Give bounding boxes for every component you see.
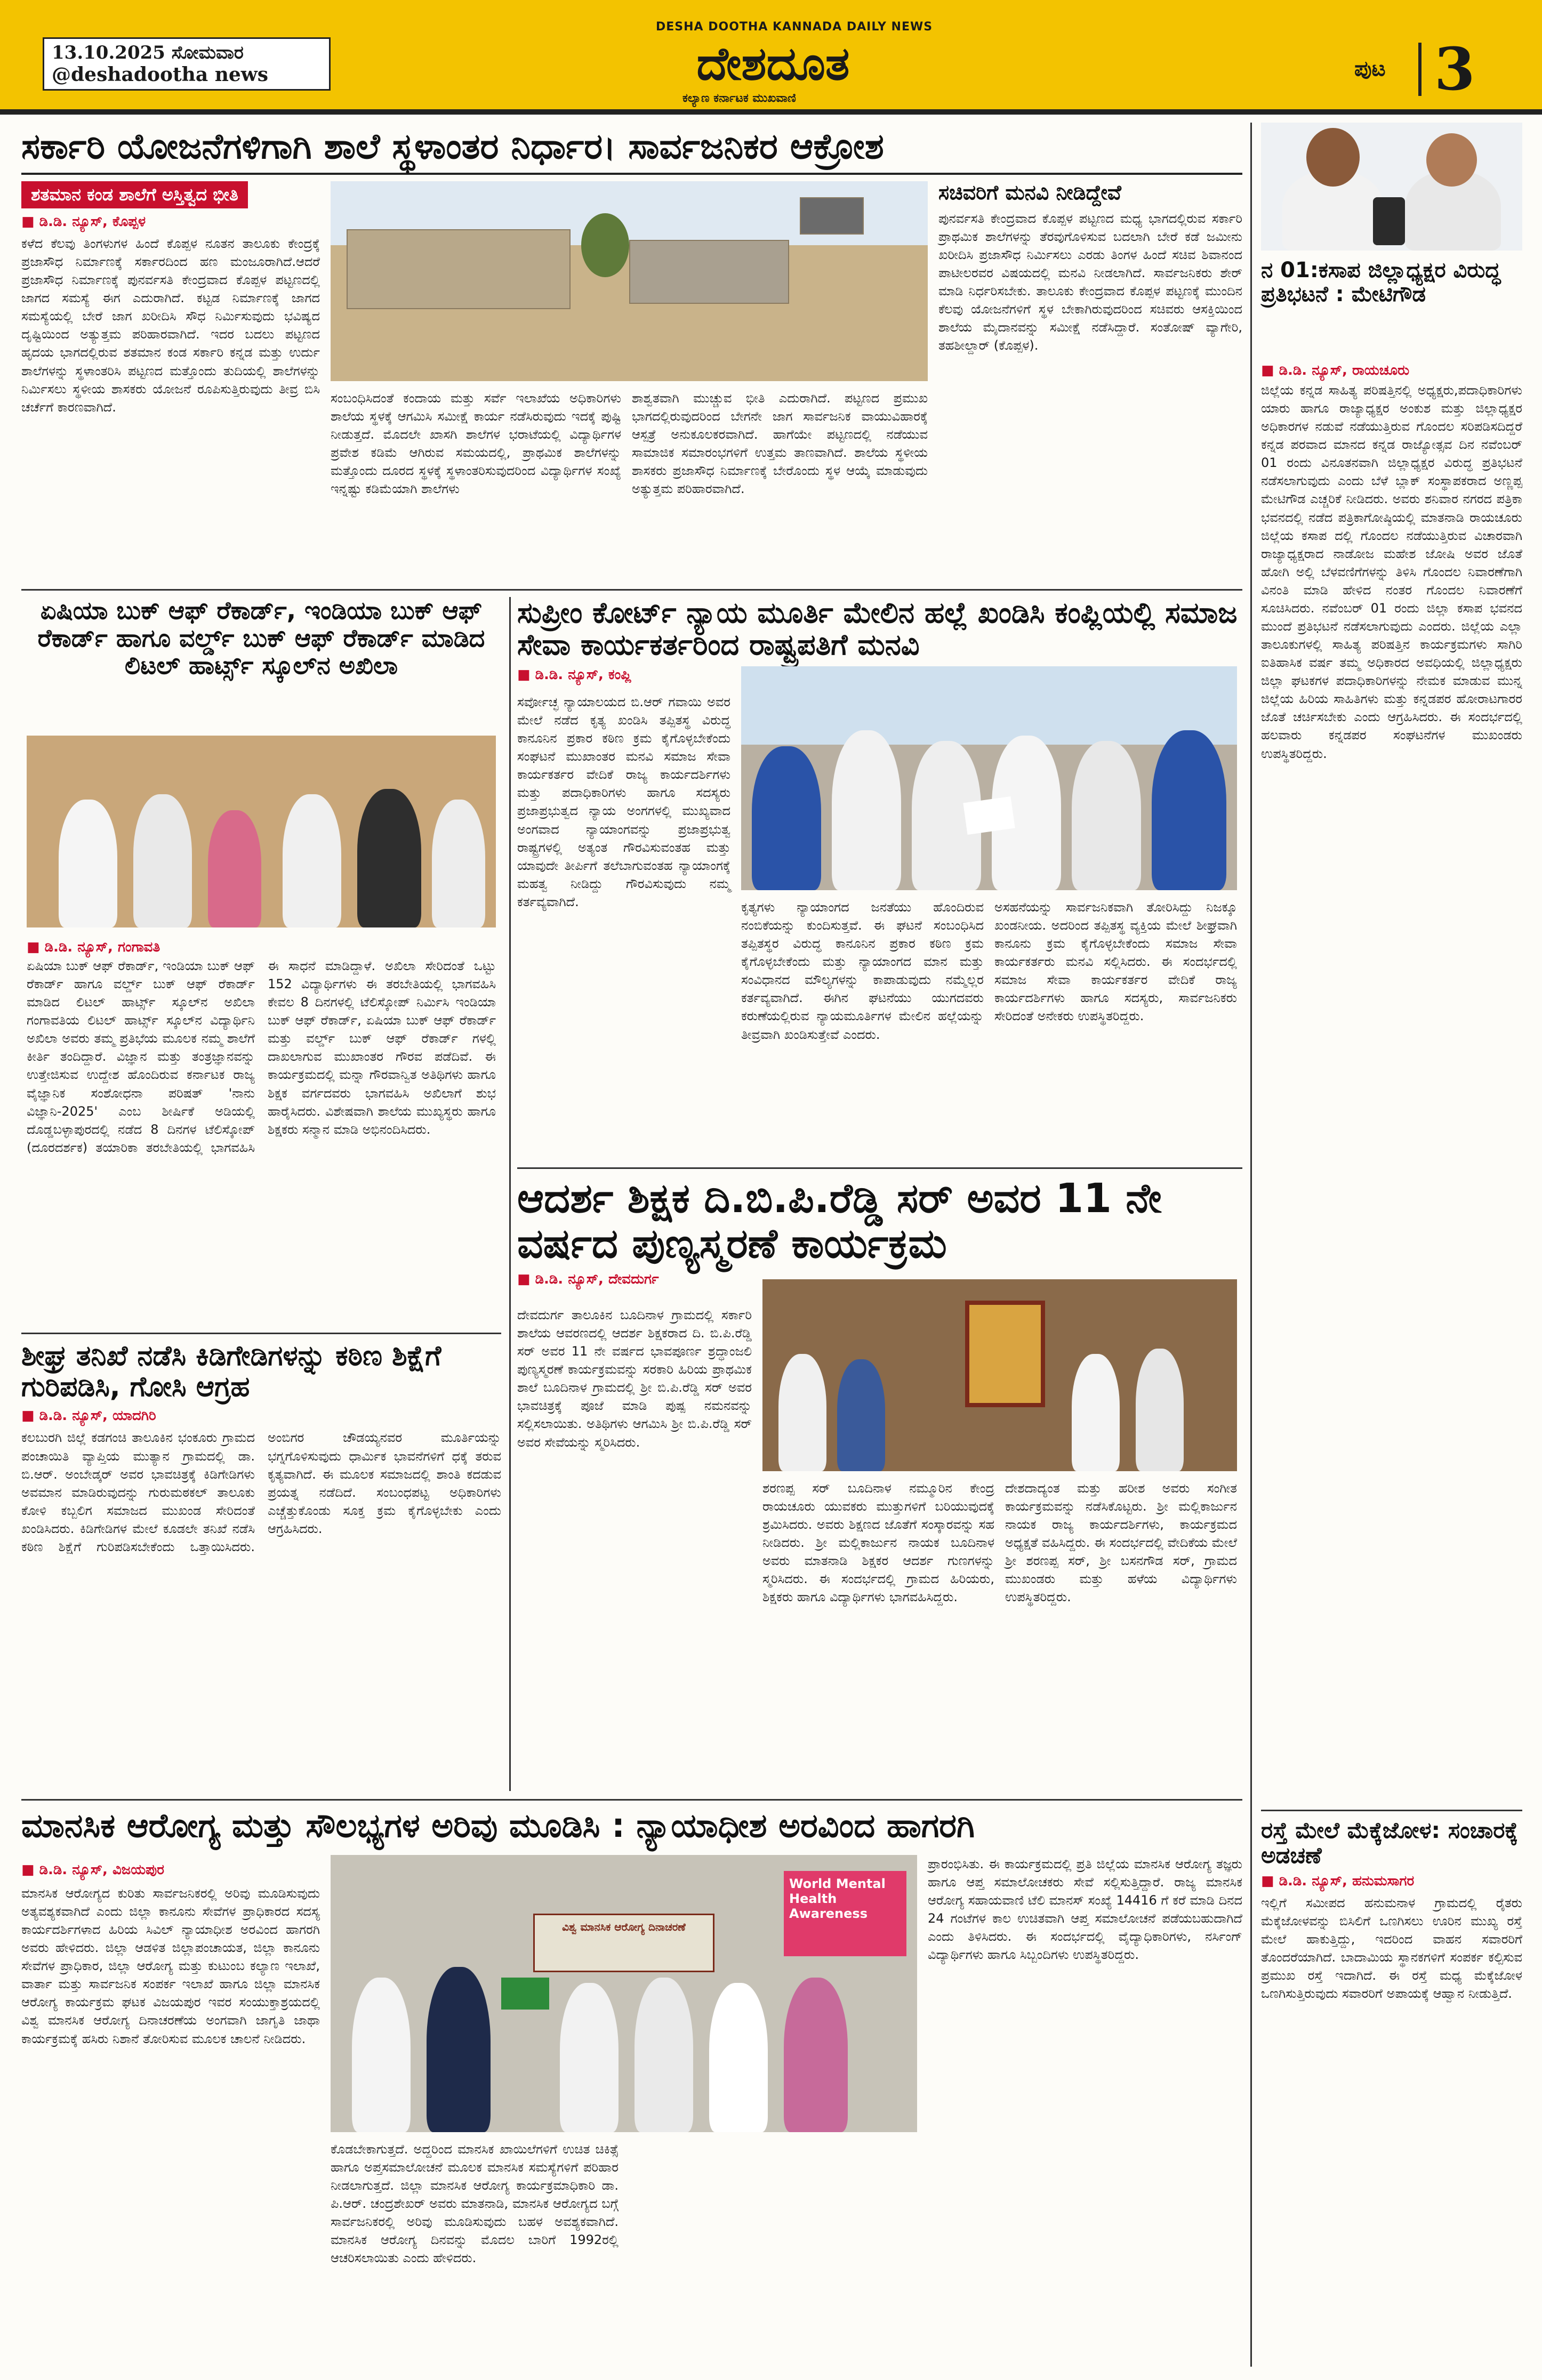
shighra-story (21, 1341, 501, 1791)
page-number-box (1354, 37, 1514, 101)
person (59, 800, 117, 927)
person (1136, 1349, 1184, 1471)
lead-body-4: ಪುನರ್ವಸತಿ ಕೇಂದ್ರವಾದ ಕೊಪ್ಪಳ ಪಟ್ಟಣದ ಮಧ್ಯ ಭಾಗದಲ್ಲಿರುವ ಸರ್ಕಾರಿ ಪ್ರಾಥಮಿಕ ಶಾಲೆಗಳನ್ನು ತೆರವುಗೊಳಿಸುವ ಬದಲಾಗಿ ಬೇರೆ ಕಡೆ ಜಮೀನು ಖರೀದಿಸಿ ಪ್ರಜಾಸೌಧ ನಿರ್ಮಿಸಲು ಎರಡು ತಿಂಗಳ ಹಿಂದೆ ಸಚಿವ ಶಿವಾನಂದ ಪಾಟೀಲರವರ ವಿಷಯದಲ್ಲಿ ಮನವಿ ನೀಡಲಾಗಿದೆ. ಸಾರ್ವಜನಿಕರು ಶೇರ್ ಮಾಡಿ ನಿರ್ಧರಿಸಬೇಕು. ತಾಲೂಕು ಕೇಂದ್ರವಾದ ಕೊಪ್ಪಳ ಪಟ್ಟಣಕ್ಕೆ ಮುಂದಿನ ಕೆಲವು ಯೋಜನೆಗಳಿಗೆ ಸ್ಥಳ ಬೇಕಾಗಿರುವುದರಿಂದ ಸಚಿವರು ಆಸಕ್ತಿಯಿಂದ ಶಾಲೆಯ ಮೈದಾನವನ್ನು ಸಮೀಕ್ಷೆ ನಡೆಸಿದ್ದಾರೆ. ಸಂತೋಷ್ ವ್ಯಾಗೇರಿ, ತಹಶೀಲ್ದಾರ್ (ಕೊಪ್ಪಳ). (938, 211, 1242, 353)
person (709, 1983, 768, 2132)
akhila-story (21, 597, 501, 1327)
section-divider (21, 589, 1242, 591)
column-divider (509, 597, 511, 1791)
supreme-body-3: ಅಸಹನೆಯನ್ನು ಸಾರ್ವಜನಿಕವಾಗಿ ತೋರಿಸಿದ್ದು ನಿಜಕ್ಕೂ ಖಂಡನೀಯ. ಅದರಿಂದ ತಪ್ಪಿತಸ್ಥ ವ್ಯಕ್ತಿಯ ಮೇಲೆ ಶೀಘ್ರವಾಗಿ ಕಾನೂನು ಕ್ರಮ ಕೈಗೊಳ್ಳಬೇಕೆಂದು ಸಮಾಜ ಸೇವಾ ಕಾರ್ಯಕರ್ತರು ಮನವಿ ಸಲ್ಲಿಸಿದರು. ಈ ಸಂದರ್ಭದಲ್ಲಿ ಸಮಾಜ ಸೇವಾ ಕಾರ್ಯಕರ್ತರ ವೇದಿಕೆ ರಾಜ್ಯ ಕಾರ್ಯದರ್ಶಿಗಳು ಹಾಗೂ ಸದಸ್ಯರು, ಸಾರ್ವಜನಿಕರು ಸೇರಿದಂತೆ ಅನೇಕರು ಉಪಸ್ಥಿತರಿದ್ದರು. (994, 900, 1237, 1024)
press-meet-photo (1261, 123, 1522, 251)
mental-health-body-1 (21, 1855, 320, 2048)
person (432, 800, 485, 927)
adarsha-headline: ಆದರ್ಶ ಶಿಕ್ಷಕ ದಿ.ಬಿ.ಪಿ.ರೆಡ್ಡಿ ಸರ್ ಅವರ 11 ನೇ ವರ್ಷದ ಪುಣ್ಯಸ್ಮರಣೆ ಕಾರ್ಯಕ್ರಮ (517, 1174, 1162, 1268)
felicitation-photo (27, 736, 496, 927)
right-bottom-body: ಇಲ್ಲಿಗೆ ಸಮೀಪದ ಹನುಮನಾಳ ಗ್ರಾಮದಲ್ಲಿ ರೈತರು ಮೆಕ್ಕೆಜೋಳವನ್ನು ಬಿಸಿಲಿಗೆ ಒಣಗಿಸಲು ಊರಿನ ಮುಖ್ಯ ರಸ್ತೆ ಮೇಲೆ ಹಾಕುತ್ತಿದ್ದು, ಇದರಿಂದ ವಾಹನ ಸವಾರರಿಗೆ ತೊಂದರೆಯಾಗಿದೆ. ಬಾದಾಮಿಯ ಸ್ಥಾನಕಗಳಿಗೆ ಸಂಪರ್ಕ ಕಲ್ಪಿಸುವ ಪ್ರಮುಖ ರಸ್ತೆ ಇದಾಗಿದೆ. ಈ ರಸ್ತೆ ಮಧ್ಯ ಮೆಕ್ಕೆಜೋಳ ಒಣಗಿಸುತ್ತಿರುವುದು ಸವಾರರಿಗೆ ಅಪಾಯಕ್ಕೆ ಆಹ್ವಾನ ನೀಡುತ್ತಿದೆ. (1261, 1895, 1522, 2002)
shighra-headline: ಶೀಘ್ರ ತನಿಖೆ ನಡೆಸಿ ಕಿಡಿಗೇಡಿಗಳನ್ನು ಕಠಿಣ ಶಿಕ್ಷೆಗೆ ಗುರಿಪಡಿಸಿ, ಗೋಸಿ ಆಗ್ರಹ (21, 1340, 441, 1403)
lead-body-1: ಕಳೆದ ಕೆಲವು ತಿಂಗಳುಗಳ ಹಿಂದೆ ಕೊಪ್ಪಳ ನೂತನ ತಾಲೂಕು ಕೇಂದ್ರಕ್ಕೆ ಪ್ರಜಾಸೌಧ ನಿರ್ಮಾಣಕ್ಕೆ ಸರ್ಕಾರದಿಂದ ಹಣ ಮಂಜೂರಾಗಿದೆ.ಆದರೆ ಪ್ರಜಾಸೌಧ ನಿರ್ಮಾಣಕ್ಕೆ ಪುನರ್ವಸತಿ ಕೇಂದ್ರವಾದ ಕೊಪ್ಪಳ ಪಟ್ಟಣದಲ್ಲಿ ಜಾಗದ ಸಮಸ್ಯೆ ಈಗ ಎದುರಾಗಿದೆ. ಕಟ್ಟಡ ನಿರ್ಮಾಣಕ್ಕೆ ಜಾಗದ ಸಮಸ್ಯೆಯಲ್ಲಿ ಬೇರೆ ಜಾಗ ಖರೀದಿಸಿ ಸೌಧ ನಿರ್ಮಿಸುವುದು ಭವಿಷ್ಯದ ದೃಷ್ಟಿಯಿಂದ ಅತ್ಯುತ್ತಮ ಪರಿಹಾರವಾಗಿದೆ. ಇದರ ಬದಲು ಪಟ್ಟಣದ ಹೃದಯ ಭಾಗದಲ್ಲಿರುವ ಶತಮಾನ ಕಂಡ ಸರ್ಕಾರಿ ಕನ್ನಡ ಮತ್ತು ಉರ್ದು ಶಾಲೆಗಳನ್ನು ಸ್ಥಳಾಂತರಿಸಿ ಪಟ್ಟಣದ ಮತ್ತೊಂದು ತುದಿಯಲ್ಲಿ ಶಾಲೆಗಳನ್ನು ನಿರ್ಮಿಸಲು ಸ್ಥಳೀಯ ಶಾಸಕರು ಯೋಜನೆ ರೂಪಿಸುತ್ತಿರುವುದು ತೀವ್ರ ಬಿಸಿ ಚರ್ಚೆಗೆ ಕಾರಣವಾಗಿದೆ. (21, 236, 320, 415)
right-top-headline: ನ 01:ಕಸಾಪ ಜಿಲ್ಲಾಧ್ಯಕ್ಷರ ವಿರುದ್ಧ ಪ್ರತಿಭಟನೆ : ಮೇಟಿಗೌಡ (1261, 258, 1501, 306)
tree (581, 213, 629, 277)
lead-col-3 (632, 389, 928, 498)
akhila-headline: ಏಷಿಯಾ ಬುಕ್ ಆಫ್ ರೆಕಾರ್ಡ್, ಇಂಡಿಯಾ ಬುಕ್ ಆಫ್ ರೆಕಾರ್ಡ್ ಹಾಗೂ ವರ್ಲ್ಡ್ ಬುಕ್ ಆಫ್ ರೆಕಾರ್ಡ್ ಮಾಡಿದ ಲಿಟಲ್ ಹಾರ್ಟ್ಸ್ ಸ್ಕೂಲ್‌ನ ಅಖಿಲಾ (37, 596, 485, 680)
section-divider (21, 1333, 501, 1334)
adarsha-body-3: ದೇಶದಾದ್ಯಂತ ಮತ್ತು ಹರೀಶ ಅವರು ಸಂಗೀತ ಕಾರ್ಯಕ್ರಮವನ್ನು ನಡೆಸಿಕೊಟ್ಟರು. ಶ್ರೀ ಮಲ್ಲಿಕಾರ್ಜುನ ನಾಯಕ ರಾಜ್ಯ ಕಾರ್ಯದರ್ಶಿಗಳು, ಕಾರ್ಯಕ್ರಮದ ಅಧ್ಯಕ್ಷತೆ ವಹಿಸಿದ್ದರು. ಈ ಸಂದರ್ಭದಲ್ಲಿ ವೇದಿಕೆಯ ಮೇಲೆ ಶ್ರೀ ಶರಣಪ್ಪ ಸರ್, ಶ್ರೀ ಬಸನಗೌಡ ಸರ್, ಗ್ರಾಮದ ಮುಖಂಡರು ಮತ್ತು ಹಳೆಯ ವಿದ್ಯಾರ್ಥಿಗಳು ಉಪಸ್ಥಿತರಿದ್ದರು. (1005, 1481, 1237, 1605)
social-handle: @deshadootha news (52, 63, 269, 86)
lead-col-1 (21, 181, 320, 416)
newspaper-logo: ದೇಶದೂತ (696, 37, 850, 91)
supreme-body-2: ಕೃತ್ಯಗಳು ನ್ಯಾಯಾಂಗದ ಜನತೆಯು ಹೊಂದಿರುವ ನಂಬಿಕೆಯನ್ನು ಕುಂದಿಸುತ್ತವೆ. ಈ ಘಟನೆ ಸಂಬಂಧಿಸಿದ ತಪ್ಪಿತಸ್ಥರ ವಿರುದ್ಧ ಕಾನೂನಿನ ಪ್ರಕಾರ ಕಠಿಣ ಕ್ರಮ ಕೈಗೊಳ್ಳಬೇಕೆಂದು ಮತ್ತು ನ್ಯಾಯಾಂಗದ ಮಾನ ಮತ್ತು ಸಂವಿಧಾನದ ಮೌಲ್ಯಗಳನ್ನು ಕಾಪಾಡುವುದು ನಮ್ಮೆಲ್ಲರ ಕರ್ತವ್ಯವಾಗಿದೆ. ಈಗಿನ ಘಟನೆಯು ಯುಗದವರು ಕರುಣೆಯಲ್ಲಿರುವ ನ್ಯಾಯಮೂರ್ತಿಗಳ ಮೇಲಿನ ಹಲ್ಲೆಯನ್ನು ತೀವ್ರವಾಗಿ ಖಂಡಿಸುತ್ತೇವೆ ಎಂದರು. (741, 900, 984, 1042)
microphone (1373, 197, 1405, 245)
person (133, 794, 192, 927)
memorandum-paper (963, 796, 1015, 835)
section-divider (517, 1167, 1242, 1169)
person (832, 730, 901, 890)
akhila-byline: ■ ಡಿ.ಡಿ. ನ್ಯೂಸ್, ಗಂಗಾವತಿ (27, 939, 160, 956)
mental-health-text-1: ಮಾನಸಿಕ ಆರೋಗ್ಯದ ಕುರಿತು ಸಾರ್ವಜನಿಕರಲ್ಲಿ ಅರಿವು ಮೂಡಿಸುವುದು ಅತ್ಯವಶ್ಯಕವಾಗಿದೆ ಎಂದು ಜಿಲ್ಲಾ ಕಾನೂನು ಸೇವೆಗಳ ಪ್ರಾಧಿಕಾರದ ಸದಸ್ಯ ಕಾರ್ಯದರ್ಶಿಗಳಾದ ಹಿರಿಯ ಸಿವಿಲ್ ನ್ಯಾಯಾಧೀಶ ಅರವಿಂದ ಹಾಗರಗಿ ಅವರು ಹೇಳಿದರು. ಜಿಲ್ಲಾ ಆಡಳಿತ ಜಿಲ್ಲಾಪಂಚಾಯತ, ಜಿಲ್ಲಾ ಕಾನೂನು ಸೇವೆಗಳ ಪ್ರಾಧಿಕಾರ, ಜಿಲ್ಲಾ ಆರೋಗ್ಯ ಮತ್ತು ಕುಟುಂಬ ಕಲ್ಯಾಣ ಇಲಾಖೆ, ವಾರ್ತಾ ಮತ್ತು ಸಾರ್ವಜನಿಕ ಸಂಪರ್ಕ ಇಲಾಖೆ ಹಾಗೂ ಜಿಲ್ಲಾ ಮಾನಸಿಕ ಆರೋಗ್ಯ ಕಾರ್ಯಕ್ರಮ ಘಟಕ ವಿಜಯಪುರ ಇವರ ಸಂಯುಕ್ತಾಶ್ರಯದಲ್ಲಿ ವಿಶ್ವ ಮಾನಸಿಕ ಆರೋಗ್ಯ ದಿನಾಚರಣೆಯ ಅಂಗವಾಗಿ ಜಾಗೃತಿ ಜಾಥಾ ಕಾರ್ಯಕ್ರಮಕ್ಕೆ ಹಸಿರು ನಿಶಾನೆ ತೋರಿಸುವ ಮೂಲಕ ಚಾಲನೆ ನೀಡಿದರು. (21, 1885, 320, 2046)
lead-story (21, 123, 1242, 586)
person (352, 1978, 411, 2132)
banner (784, 1871, 906, 1956)
section-divider (1261, 1810, 1522, 1811)
school-building (629, 240, 789, 304)
portrait-frame (965, 1301, 1045, 1407)
mental-health-byline: ■ ಡಿ.ಡಿ. ನ್ಯೂಸ್, ವಿಜಯಪುರ (21, 1860, 320, 1880)
right-bottom-byline: ■ ಡಿ.ಡಿ. ನ್ಯೂಸ್, ಹನುಮಸಾಗರ (1261, 1873, 1522, 1890)
section-divider (21, 1799, 1242, 1801)
mental-health-body-2: ಕೊಡಬೇಕಾಗುತ್ತದೆ. ಅದ್ದರಿಂದ ಮಾನಸಿಕ ಖಾಯಿಲೆಗಳಿಗೆ ಉಚಿತ ಚಿಕಿತ್ಸೆ ಹಾಗೂ ಅಪ್ತಸಮಾಲೋಚನೆ ಮೂಲಕ ಮಾನಸಿಕ ಸಮಸ್ಯೆಗಳಿಗೆ ಪರಿಹಾರ ನೀಡಲಾಗುತ್ತದೆ. ಜಿಲ್ಲಾ ಮಾನಸಿಕ ಆರೋಗ್ಯ ಕಾರ್ಯಕ್ರಮಾಧಿಕಾರಿ ಡಾ. ಪಿ.ಆರ್. ಚಂದ್ರಶೇಖರ್ ಅವರು ಮಾತನಾಡಿ, ಮಾನಸಿಕ ಆರೋಗ್ಯದ ಬಗ್ಗೆ ಸಾರ್ವಜನಿಕರಲ್ಲಿ ಅರಿವು ಮೂಡಿಸುವುದು ಬಹಳ ಅವಶ್ಯಕವಾಗಿದೆ. ಮಾನಸಿಕ ಆರೋಗ್ಯ ದಿನವನ್ನು ಮೊದಲ ಬಾರಿಗೆ 1992ರಲ್ಲಿ ಆಚರಿಸಲಾಯಿತು ಎಂದು ಹೇಳಿದರು. (331, 2142, 619, 2266)
adarsha-byline: ■ ಡಿ.ಡಿ. ನ್ಯೂಸ್, ದೇವದುರ್ಗ (517, 1271, 1242, 1288)
right-bottom-story (1261, 1818, 1522, 2361)
water-tank (800, 197, 864, 235)
shighra-byline: ■ ಡಿ.ಡಿ. ನ್ಯೂಸ್, ಯಾದಗಿರಿ (21, 1408, 501, 1424)
right-top-byline: ■ ಡಿ.ಡಿ. ನ್ಯೂಸ್, ರಾಯಚೂರು (1261, 362, 1409, 379)
tagline: ಕಲ್ಯಾಣ ಕರ್ನಾಟಕ ಮುಖವಾಣಿ (682, 92, 796, 105)
lead-subhead: ಸಚಿವರಿಗೆ ಮನವಿ ನೀಡಿದ್ದೇವೆ (938, 181, 1121, 204)
person (1152, 730, 1226, 890)
school-photo (331, 181, 928, 381)
person (427, 1967, 491, 2132)
supreme-byline: ■ ಡಿ.ಡಿ. ನ್ಯೂಸ್, ಕಂಪ್ಲಿ (517, 667, 1242, 683)
right-top-story (1261, 123, 1522, 1802)
memorial-photo (762, 1279, 1237, 1471)
mental-health-body-3: ಪ್ರಾರಂಭಿಸಿತು. ಈ ಕಾರ್ಯಕ್ರಮದಲ್ಲಿ ಪ್ರತಿ ಜಿಲ್ಲೆಯ ಮಾನಸಿಕ ಆರೋಗ್ಯ ತಜ್ಞರು ಹಾಗೂ ಆಪ್ತ ಸಮಾಲೋಚಕರು ಸೇವೆ ಸಲ್ಲಿಸುತ್ತಿದ್ದಾರೆ. ರಾಜ್ಯ ಮಾನಸಿಕ ಆರೋಗ್ಯ ಸಹಾಯವಾಣಿ ಟೆಲಿ ಮಾನಸ್ ಸಂಖ್ಯೆ 14416 ಗೆ ಕರೆ ಮಾಡಿ ದಿನದ 24 ಗಂಟೆಗಳ ಕಾಲ ಉಚಿತವಾಗಿ ಆಪ್ತ ಸಮಾಲೋಚನೆ ಪಡೆಯಬಹುದಾಗಿದೆ ಎಂದು ತಿಳಿಸಿದರು. ಈ ಸಂದರ್ಭದಲ್ಲಿ ವೈದ್ಯಾಧಿಕಾರಿಗಳು, ನರ್ಸಿಂಗ್ ವಿದ್ಯಾರ್ಥಿಗಳು ಹಾಗೂ ಸಿಬ್ಬಂದಿಗಳು ಉಪಸ್ಥಿತರಿದ್ದರು. (928, 1857, 1242, 1963)
supreme-body-1: ಸರ್ವೋಚ್ಛ ನ್ಯಾಯಾಲಯದ ಬಿ.ಆರ್ ಗವಾಯಿ ಅವರ ಮೇಲೆ ನಡೆದ ಕೃತ್ಯ ಖಂಡಿಸಿ ತಪ್ಪಿತಸ್ಥ ವಿರುದ್ಧ ಕಾನೂನಿನ ಪ್ರಕಾರ ಕಠಿಣ ಕ್ರಮ ಕೈಗೊಳ್ಳಬೇಕೆಂದು ಸಂಘಟನೆ ಮುಖಾಂತರ ಮನವಿ ಸಮಾಜ ಸೇವಾ ಕಾರ್ಯಕರ್ತರ ವೇದಿಕೆ ರಾಜ್ಯ ಕಾರ್ಯದರ್ಶಿಗಳು ಮತ್ತು ಪದಾಧಿಕಾರಿಗಳು ಹಾಗೂ ಸದಸ್ಯರು ಪ್ರಜಾಪ್ರಭುತ್ವದ ನ್ಯಾಯ ಅಂಗಗಳಲ್ಲಿ ಮುಖ್ಯವಾದ ಅಂಗವಾದ ನ್ಯಾಯಾಂಗವನ್ನು ಪ್ರಜಾಪ್ರಭುತ್ವ ರಾಷ್ಟ್ರಗಳಲ್ಲಿ ಅತ್ಯಂತ ಗೌರವಿಸುವಂತಹ ಮತ್ತು ಯಾವುದೇ ತೀರ್ಪಿಗೆ ತಲೆಬಾಗುವಂತಹ ನ್ಯಾಯಾಂಗಕ್ಕೆ ಮಹತ್ವ ನೀಡಿದ್ದು ಗೌರವಿಸುವುದು ನಮ್ಮ ಕರ್ತವ್ಯವಾಗಿದೆ. (517, 695, 730, 909)
column-divider (1250, 123, 1252, 2367)
person (778, 1354, 826, 1471)
page-label: ಪುಟ (1354, 57, 1386, 81)
banner (533, 1914, 714, 1972)
awareness-rally-photo (331, 1855, 917, 2132)
person (635, 1978, 693, 2132)
lead-col-2 (331, 389, 621, 498)
right-top-body: ಜಿಲ್ಲೆಯ ಕನ್ನಡ ಸಾಹಿತ್ಯ ಪರಿಷತ್ತಿನಲ್ಲಿ ಅಧ್ಯಕ್ಷರು,ಪದಾಧಿಕಾರಿಗಳು ಯಾರು ಹಾಗೂ ರಾಜ್ಯಾಧ್ಯಕ್ಷರ ಅಂಕುಶ ಮತ್ತು ಜಿಲ್ಲಾಧ್ಯಕ್ಷರ ಅಧಿಕಾರಗಳ ನಡುವೆ ನಡೆಯುತ್ತಿರುವ ಗೊಂದಲ ಸರಿಪಡಿಸದಿದ್ದರೆ ಕನ್ನಡ ಪರವಾದ ಮಾನದ ಕನ್ನಡ ರಾಜ್ಯೋತ್ಸವ ದಿನ ನವೆಂಬರ್ 01 ರಂದು ವಿನೂತನವಾಗಿ ಜಿಲ್ಲಾಧ್ಯಕ್ಷರ ವಿರುದ್ಧ ಪ್ರತಿಭಟನೆ ನಡೆಸಲಾಗುವುದು ಎಂದು ಬೆಳೆ ಬ್ಲಾಕ್ ಸಂಸ್ಥಾಪಕರಾದ ಅಣ್ಣಪ್ಪ ಮೇಟಿಗೌಡ ಎಚ್ಚರಿಕೆ ನೀಡಿದರು. ಅವರು ಶನಿವಾರ ನಗರದ ಪತ್ರಿಕಾ ಭವನದಲ್ಲಿ ನಡೆದ ಪತ್ರಿಕಾಗೋಷ್ಠಿಯಲ್ಲಿ ಮಾತನಾಡಿ ರಾಯಚೂರು ಜಿಲ್ಲೆಯ ಕಸಾಪ ದಲ್ಲಿ ಗೊಂದಲ ನಡೆಯುತ್ತಿರುವ ವಿಚಾರವಾಗಿ ರಾಜ್ಯಾಧ್ಯಕ್ಷರಾದ ನಾಡೋಜ ಮಹೇಶ ಜೋಷಿ ಅವರ ಜೊತೆ ಹೋಗಿ ಅಲ್ಲಿ ಬೆಳವಣಿಗೆಗಳನ್ನು ತಿಳಿಸಿ ಗೊಂದಲ ನಿವಾರಣೆಗಾಗಿ ವಿನಂತಿ ಮಾಡಿ ಹೇಳಿದ ನಂತರ ಗೊಂದಲ ನಿವಾರಣೆಗೆ ಸೂಚಿಸಿದರು. ನವೆಂಬರ್ 01 ರಂದು ಜಿಲ್ಲಾ ಕಸಾಪ ಭವನದ ಮುಂದೆ ಪ್ರತಿಭಟನೆ ನಡೆಸಲಾಗುವುದು ಎಂದರು. ಜಿಲ್ಲೆಯ ಎಲ್ಲಾ ತಾಲೂಕುಗಳಲ್ಲಿ ಸಾಹಿತ್ಯ ಪರಿಷತ್ತಿನ ಕಾರ್ಯಕ್ರಮಗಳು ಸಾಗಿರಿ ಐತಿಹಾಸಿಕ ವರ್ಷ ತಮ್ಮ ಅಧಿಕಾರದ ಅವಧಿಯಲ್ಲಿ ಜಿಲ್ಲಾಧ್ಯಕ್ಷರು ಜಿಲ್ಲಾ ಘಟಕಗಳ ಪದಾಧಿಕಾರಿಗಳನ್ನು ನೇಮಕ ಮಾಡುವ ಮುನ್ನ ಜಿಲ್ಲೆಯ ಹಿರಿಯ ಸಾಹಿತಿಗಳು ಮತ್ತು ಕನ್ನಡಪರ ಹೋರಾಟಗಾರರ ಜೊತೆ ಚರ್ಚಿಸಬೇಕು ಎಂದು ಆಗ್ರಹಿಸಿದರು. ಈ ಸಂದರ್ಭದಲ್ಲಿ ಹಲವಾರು ಕನ್ನಡಪರ ಸಂಘಟನೆಗಳ ಮುಖಂಡರು ಉಪಸ್ಥಿತರಿದ್ದರು. (1261, 383, 1522, 761)
person (1072, 741, 1141, 890)
mental-health-story (21, 1807, 1242, 2364)
issue-date: 13.10.2025 ಸೋಮವಾರ (52, 42, 244, 63)
lead-col-4 (938, 181, 1242, 354)
person (208, 810, 261, 927)
lead-byline: ■ ಡಿ.ಡಿ. ನ್ಯೂಸ್, ಕೊಪ್ಪಳ (21, 214, 320, 230)
divider (1418, 43, 1421, 96)
person (283, 794, 341, 927)
mental-health-headline: ಮಾನಸಿಕ ಆರೋಗ್ಯ ಮತ್ತು ಸೌಲಭ್ಯಗಳ ಅರಿವು ಮೂಡಿಸಿ : ನ್ಯಾಯಾಧೀಶ ಅರವಿಂದ ಹಾಗರಗಿ (21, 1806, 975, 1845)
shighra-body: ಕಲಬುರಗಿ ಜಿಲ್ಲೆ ಕಡಗಂಚಿ ತಾಲೂಕಿನ ಭಂಕೂರು ಗ್ರಾಮದ ಪಂಚಾಯಿತಿ ವ್ಯಾಪ್ತಿಯ ಮುತ್ಯಾನ ಗ್ರಾಮದಲ್ಲಿ ಡಾ. ಬಿ.ಆರ್. ಅಂಬೇಡ್ಕರ್ ಅವರ ಭಾವಚಿತ್ರಕ್ಕೆ ಕಿಡಿಗೇಡಿಗಳು ಅವಮಾನ ಮಾಡಿರುವುದನ್ನು ಗುರುಮಠಕಲ್ ತಾಲೂಕು ಕೋಳಿ ಕಬ್ಬಲಿಗ ಸಮಾಜದ ಮುಖಂಡ ಸೇರಿದಂತೆ ಖಂಡಿಸಿದರು. ಕಿಡಿಗೇಡಿಗಳ ಮೇಲೆ ಕೂಡಲೇ ತನಿಖೆ ನಡೆಸಿ ಕಠಿಣ ಶಿಕ್ಷೆಗೆ ಗುರಿಪಡಿಸಬೇಕೆಂದು ಒತ್ತಾಯಿಸಿದರು. ಅಂಬಿಗರ ಚೌಡಯ್ಯನವರ ಮೂರ್ತಿಯನ್ನು ಭಗ್ನಗೊಳಿಸುವುದು ಧಾರ್ಮಿಕ ಭಾವನೆಗಳಿಗೆ ಧಕ್ಕೆ ತರುವ ಕೃತ್ಯವಾಗಿದೆ. ಈ ಮೂಲಕ ಸಮಾಜದಲ್ಲಿ ಶಾಂತಿ ಕದಡುವ ಪ್ರಯತ್ನ ನಡೆದಿದೆ. ಸಂಬಂಧಪಟ್ಟ ಅಧಿಕಾರಿಗಳು ಎಚ್ಚೆತ್ತುಕೊಂಡು ಸೂಕ್ತ ಕ್ರಮ ಕೈಗೊಳ್ಳಬೇಕು ಎಂದು ಆಗ್ರಹಿಸಿದರು. (21, 1430, 501, 1554)
english-banner: DESHA DOOTHA KANNADA DAILY NEWS (656, 20, 933, 34)
person-head (1426, 133, 1477, 187)
person-head (1306, 128, 1360, 187)
adarsha-story (517, 1175, 1242, 1791)
adarsha-body-2: ಶರಣಪ್ಪ ಸರ್ ಬೂದಿನಾಳ ನಮ್ಮೂರಿನ ಕೇಂದ್ರ ರಾಯಚೂರು ಯುವಕರು ಮುತ್ತುಗಳಿಗೆ ಬರಿಯುವುದಕ್ಕೆ ಶ್ರಮಿಸಿದರು. ಅವರು ಶಿಕ್ಷಣದ ಜೊತೆಗೆ ಸಂಸ್ಕಾರವನ್ನು ಸಹ ನೀಡಿದರು. ಶ್ರೀ ಮಲ್ಲಿಕಾರ್ಜುನ ನಾಯಕ ಬೂದಿನಾಳ ಅವರು ಮಾತನಾಡಿ ಶಿಕ್ಷಕರ ಆದರ್ಶ ಗುಣಗಳನ್ನು ಸ್ಮರಿಸಿದರು. ಈ ಸಂದರ್ಭದಲ್ಲಿ ಗ್ರಾಮದ ಹಿರಿಯರು, ಶಿಕ್ಷಕರು ಹಾಗೂ ವಿದ್ಯಾರ್ಥಿಗಳು ಭಾಗವಹಿಸಿದ್ದರು. (762, 1481, 994, 1605)
lead-kicker: ಶತಮಾನ ಕಂಡ ಶಾಲೆಗೆ ಅಸ್ತಿತ್ವದ ಭೀತಿ (21, 181, 248, 208)
adarsha-body-1: ದೇವದುರ್ಗ ತಾಲೂಕಿನ ಬೂದಿನಾಳ ಗ್ರಾಮದಲ್ಲಿ ಸರ್ಕಾರಿ ಶಾಲೆಯ ಆವರಣದಲ್ಲಿ ಆದರ್ಶ ಶಿಕ್ಷಕರಾದ ದಿ. ಬಿ.ಪಿ.ರೆಡ್ಡಿ ಸರ್ ಅವರ 11 ನೇ ವರ್ಷದ ಭಾವಪೂರ್ಣ ಶ್ರದ್ಧಾಂಜಲಿ ಪುಣ್ಯಸ್ಮರಣೆ ಕಾರ್ಯಕ್ರಮವನ್ನು ಸರಕಾರಿ ಹಿರಿಯ ಪ್ರಾಥಮಿಕ ಶಾಲೆ ಬೂದಿನಾಳ ಗ್ರಾಮದಲ್ಲಿ ಶ್ರೀ ಬಿ.ಪಿ.ರೆಡ್ಡಿ ಸರ್ ಅವರ ಭಾವಚಿತ್ರಕ್ಕೆ ಪೂಜೆ ಮಾಡಿ ಪುಷ್ಪ ನಮನವನ್ನು ಸಲ್ಲಿಸಲಾಯಿತು. ಅತಿಥಿಗಳು ಆಗಮಿಸಿ ಶ್ರೀ ಬಿ.ಪಿ.ರೆಡ್ಡಿ ಸರ್ ಅವರ ಸೇವೆಯನ್ನು ಸ್ಮರಿಸಿದರು. (517, 1308, 752, 1450)
supreme-court-story (517, 597, 1242, 1162)
lead-body-2: ಸಂಬಂಧಿಸಿದಂತೆ ಕಂದಾಯ ಮತ್ತು ಸರ್ವೆ ಇಲಾಖೆಯ ಅಧಿಕಾರಿಗಳು ಶಾಲೆಯ ಸ್ಥಳಕ್ಕೆ ಆಗಮಿಸಿ ಸಮೀಕ್ಷೆ ಕಾರ್ಯ ನಡೆಸಿರುವುದು ಇದಕ್ಕೆ ಪುಷ್ಟಿ ನೀಡುತ್ತದೆ. ಮೊದಲೇ ಖಾಸಗಿ ಶಾಲೆಗಳ ಭರಾಟೆಯಲ್ಲಿ ವಿದ್ಯಾರ್ಥಿಗಳ ಪ್ರವೇಶ ಕಡಿಮೆ ಆಗಿರುವ ಸಮಯದಲ್ಲಿ, ಪ್ರಾಥಮಿಕ ಶಾಲೆಗಳನ್ನು ಮತ್ತೊಂದು ದೂರದ ಸ್ಥಳಕ್ಕೆ ಸ್ಥಳಾಂತರಿಸುವುದರಿಂದ ವಿದ್ಯಾರ್ಥಿಗಳ ಸಂಖ್ಯೆ ಇನ್ನಷ್ಟು ಕಡಿಮೆಯಾಗಿ ಶಾಲೆಗಳು (331, 391, 621, 497)
flag (501, 1978, 549, 2010)
supreme-headline: ಸುಪ್ರೀಂ ಕೋರ್ಟ್ ನ್ಯಾಯ ಮೂರ್ತಿ ಮೇಲಿನ ಹಲ್ಲೆ ಖಂಡಿಸಿ ಕಂಪ್ಲಿಯಲ್ಲಿ ಸಮಾಜ ಸೇವಾ ಕಾರ್ಯಕರ್ತರಿಂದ ರಾಷ್ಟ್ರಪತಿಗೆ ಮನವಿ (517, 596, 1238, 662)
banner-text: World Mental Health Awareness (789, 1876, 886, 1921)
school-building (347, 229, 571, 309)
person (784, 1978, 848, 2132)
page-number: 3 (1434, 35, 1475, 103)
person (357, 789, 421, 927)
person (752, 746, 821, 890)
person (560, 1983, 619, 2132)
masthead (0, 0, 1542, 115)
memorandum-photo (741, 666, 1237, 890)
date-box (43, 37, 331, 91)
person (1072, 1354, 1120, 1471)
lead-body-3: ಶಾಶ್ವತವಾಗಿ ಮುಚ್ಚುವ ಭೀತಿ ಎದುರಾಗಿದೆ. ಪಟ್ಟಣದ ಪ್ರಮುಖ ಭಾಗದಲ್ಲಿರುವುದರಿಂದ ಬೇಗನೇ ಜಾಗ ಸಾರ್ವಜನಿಕ ವಾಯುವಿಹಾರಕ್ಕೆ ಆಸ್ಪತ್ರೆ ಅನುಕೂಲಕರವಾಗಿದೆ. ಹಾಗೆಯೇ ಪಟ್ಟಣದಲ್ಲಿ ನಡೆಯುವ ಸಾಮಾಜಿಕ ಸಮಾರಂಭಗಳಿಗೆ ಉತ್ತಮ ತಾಣವಾಗಿದೆ. ಶಾಲೆಯ ಸ್ಥಳೀಯ ಶಾಸಕರು ಪ್ರಜಾಸೌಧ ನಿರ್ಮಾಣಕ್ಕೆ ಬೇರೊಂದು ಸ್ಥಳ ಆಯ್ಕೆ ಮಾಡುವುದು ಅತ್ಯುತ್ತಮ ಪರಿಹಾರವಾಗಿದೆ. (632, 391, 928, 497)
right-bottom-headline: ರಸ್ತೆ ಮೇಲೆ ಮೆಕ್ಕೆಜೋಳ: ಸಂಚಾರಕ್ಕೆ ಅಡಚಣೆ (1261, 1817, 1519, 1869)
akhila-body: ಏಷಿಯಾ ಬುಕ್ ಆಫ್ ರೆಕಾರ್ಡ್, ಇಂಡಿಯಾ ಬುಕ್ ಆಫ್ ರೆಕಾರ್ಡ್ ಹಾಗೂ ವರ್ಲ್ಡ್ ಬುಕ್ ಆಫ್ ರೆಕಾರ್ಡ್ ಮಾಡಿದ ಲಿಟಲ್ ಹಾರ್ಟ್ಸ್ ಸ್ಕೂಲ್‌ನ ಅಖಿಲಾ ಗಂಗಾವತಿಯ ಲಿಟಲ್ ಹಾರ್ಟ್ಸ್ ಸ್ಕೂಲ್‌ನ ವಿದ್ಯಾರ್ಥಿನಿ ಅಖಿಲಾ ಅವರು ತಮ್ಮ ಪ್ರತಿಭೆಯ ಮೂಲಕ ನಮ್ಮ ಶಾಲೆಗೆ ಕೀರ್ತಿ ತಂದಿದ್ದಾರೆ. ವಿಜ್ಞಾನ ಮತ್ತು ತಂತ್ರಜ್ಞಾನವನ್ನು ಉತ್ತೇಜಿಸುವ ಉದ್ದೇಶ ಹೊಂದಿರುವ ಕರ್ನಾಟಕ ರಾಜ್ಯ ವೈಜ್ಞಾನಿಕ ಸಂಶೋಧನಾ ಪರಿಷತ್ 'ನಾನು ವಿಜ್ಞಾನಿ-2025' ಎಂಬ ಶೀರ್ಷಿಕೆ ಅಡಿಯಲ್ಲಿ ದೊಡ್ಡಬಳ್ಳಾಪುರದಲ್ಲಿ ನಡೆದ 8 ದಿನಗಳ ಟೆಲಿಸ್ಕೋಪ್ (ದೂರದರ್ಶಕ) ತಯಾರಿಕಾ ತರಬೇತಿಯಲ್ಲಿ ಭಾಗವಹಿಸಿ ಈ ಸಾಧನೆ ಮಾಡಿದ್ದಾಳೆ. ಅಖಿಲಾ ಸೇರಿದಂತೆ ಒಟ್ಟು 152 ವಿದ್ಯಾರ್ಥಿಗಳು ಈ ತರಬೇತಿಯಲ್ಲಿ ಭಾಗವಹಿಸಿ ಕೇವಲ 8 ದಿನಗಳಲ್ಲಿ ಟೆಲಿಸ್ಕೋಪ್ ನಿರ್ಮಿಸಿ ಇಂಡಿಯಾ ಬುಕ್ ಆಫ್ ರೆಕಾರ್ಡ್, ಏಷಿಯಾ ಬುಕ್ ಆಫ್ ರೆಕಾರ್ಡ್ ಮತ್ತು ವರ್ಲ್ಡ್ ಬುಕ್ ಆಫ್ ರೆಕಾರ್ಡ್ ಗಳಲ್ಲಿ ದಾಖಲಾಗುವ ಮುಖಾಂತರ ಗೌರವ ಪಡೆದಿವೆ. ಈ ಕಾರ್ಯಕ್ರಮದಲ್ಲಿ ಮನ್ನಾ ಗೌರವಾನ್ವಿತ ಅತಿಥಿಗಳು ಹಾಗೂ ಶಿಕ್ಷಕ ವರ್ಗದವರು ಭಾಗವಹಿಸಿ ಅಖಿಲಾಗೆ ಶುಭ ಹಾರೈಸಿದರು. ವಿಶೇಷವಾಗಿ ಶಾಲೆಯ ಮುಖ್ಯಸ್ಥರು ಹಾಗೂ ಶಿಕ್ಷಕರು ಸನ್ಮಾನ ಮಾಡಿ ಅಭಿನಂದಿಸಿದರು. (27, 958, 496, 1155)
person (837, 1359, 885, 1471)
lead-headline: ಸರ್ಕಾರಿ ಯೋಜನೆಗಳಿಗಾಗಿ ಶಾಲೆ ಸ್ಥಳಾಂತರ ನಿರ್ಧಾರ। ಸಾರ್ವಜನಿಕರ ಆಕ್ರೋಶ (21, 123, 1242, 175)
banner-text: ವಿಶ್ವ ಮಾನಸಿಕ ಆರೋಗ್ಯ ದಿನಾಚರಣೆ (562, 1921, 686, 1933)
